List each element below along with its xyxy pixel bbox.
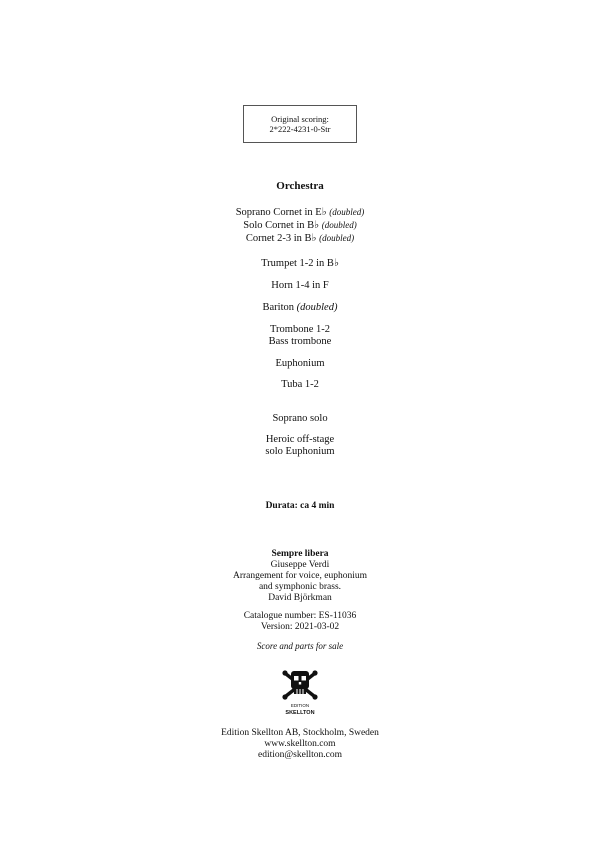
work-title: Sempre libera: [271, 549, 329, 559]
instrument-line: Cornet 2-3 in B♭ (doubled): [245, 233, 355, 244]
publisher-email: edition@skellton.com: [258, 750, 342, 760]
durata-text: Durata: ca 4 min: [265, 501, 335, 511]
logo-text-top: EDITION: [290, 703, 310, 708]
instrument-line: Trumpet 1-2 in B♭: [261, 258, 339, 269]
instrument-line: Heroic off-stage: [265, 434, 335, 445]
original-scoring-box: [243, 105, 357, 143]
arranger: David Björkman: [268, 593, 332, 603]
instrument-line: Bariton (doubled): [262, 302, 338, 313]
publisher-website: www.skellton.com: [264, 739, 336, 749]
instrument-line: Bass trombone: [268, 336, 332, 347]
scoring-value: 2*222-4231-0-Str: [269, 124, 331, 134]
arrangement-line: and symphonic brass.: [258, 582, 342, 592]
version: Version: 2021-03-02: [260, 622, 340, 632]
instrument-line: Solo Cornet in B♭ (doubled): [243, 220, 357, 231]
instrument-line: Soprano Cornet in E♭ (doubled): [235, 207, 365, 218]
catalogue-number: Catalogue number: ES-11036: [243, 611, 357, 621]
orchestra-heading: Orchestra: [276, 180, 324, 192]
publisher-address: Edition Skellton AB, Stockholm, Sweden: [221, 728, 379, 738]
instrument-line: solo Euphonium: [265, 446, 335, 457]
skull-crossbones-icon: [280, 668, 320, 718]
arrangement-line: Arrangement for voice, euphonium: [232, 571, 367, 581]
instrument-line: Tuba 1-2: [281, 379, 319, 390]
sale-note: Score and parts for sale: [256, 641, 344, 651]
instrument-line: Trombone 1-2: [270, 324, 330, 335]
logo-text-bottom: SKELLTON: [285, 710, 315, 716]
instrument-line: Euphonium: [275, 358, 325, 369]
composer: Giuseppe Verdi: [270, 560, 330, 570]
instrument-line: Horn 1-4 in F: [271, 280, 329, 291]
instrument-line: Soprano solo: [272, 413, 328, 424]
scoring-label: Original scoring:: [271, 114, 329, 124]
skellton-logo: [280, 668, 320, 718]
